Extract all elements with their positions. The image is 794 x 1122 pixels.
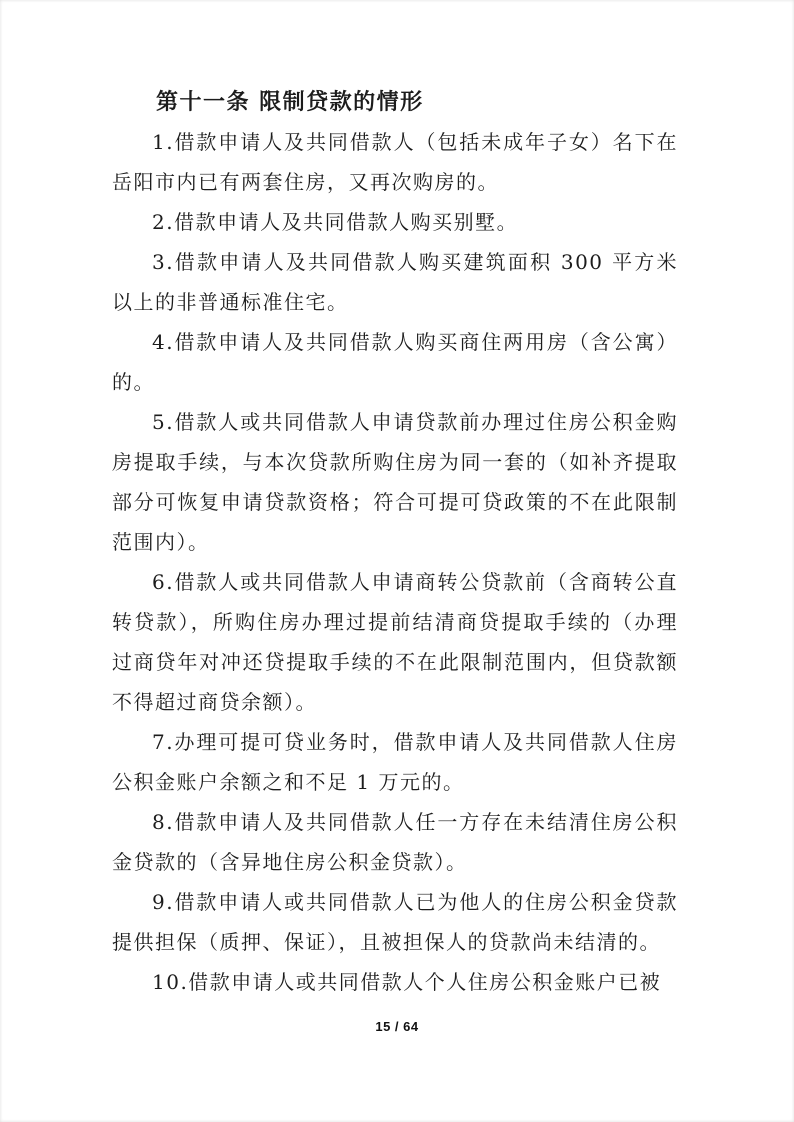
article-heading: 第十一条 限制贷款的情形 <box>156 89 424 115</box>
paragraph-item-5: 5.借款人或共同借款人申请贷款前办理过住房公积金购房提取手续，与本次贷款所购住房为同一套的（如补齐提取部分可恢复申请贷款资格；符合可提可贷政策的不在此限制范围内）。 <box>112 410 678 554</box>
paragraph-item-2: 2.借款申请人及共同借款人购买别墅。 <box>152 210 519 234</box>
paragraph-item-7: 7.办理可提可贷业务时，借款申请人及共同借款人住房公积金账户余额之和不足 1 万元的。 <box>112 730 678 794</box>
paragraph-item-4: 4.借款申请人及共同借款人购买商住两用房（含公寓）的。 <box>112 330 678 394</box>
document-body <box>112 82 678 1002</box>
paragraph-item-10: 10.借款申请人或共同借款人个人住房公积金账户已被 <box>152 970 662 994</box>
paragraph-item-3: 3.借款申请人及共同借款人购买建筑面积 300 平方米以上的非普通标准住宅。 <box>112 250 678 314</box>
page-number: 15 / 64 <box>375 1019 419 1034</box>
paragraph-item-9: 9.借款申请人或共同借款人已为他人的住房公积金贷款提供担保（质押、保证），且被担保人的贷款尚未结清的。 <box>112 890 678 954</box>
page-footer <box>0 1016 794 1035</box>
paragraph-item-6: 6.借款人或共同借款人申请商转公贷款前（含商转公直转贷款），所购住房办理过提前结清商贷提取手续的（办理过商贷年对冲还贷提取手续的不在此限制范围内，但贷款额不得超过商贷余额）。 <box>112 570 678 714</box>
paragraph-item-8: 8.借款申请人及共同借款人任一方存在未结清住房公积金贷款的（含异地住房公积金贷款）。 <box>112 810 678 874</box>
paragraph-item-1: 1.借款申请人及共同借款人（包括未成年子女）名下在岳阳市内已有两套住房，又再次购房的。 <box>112 130 678 194</box>
